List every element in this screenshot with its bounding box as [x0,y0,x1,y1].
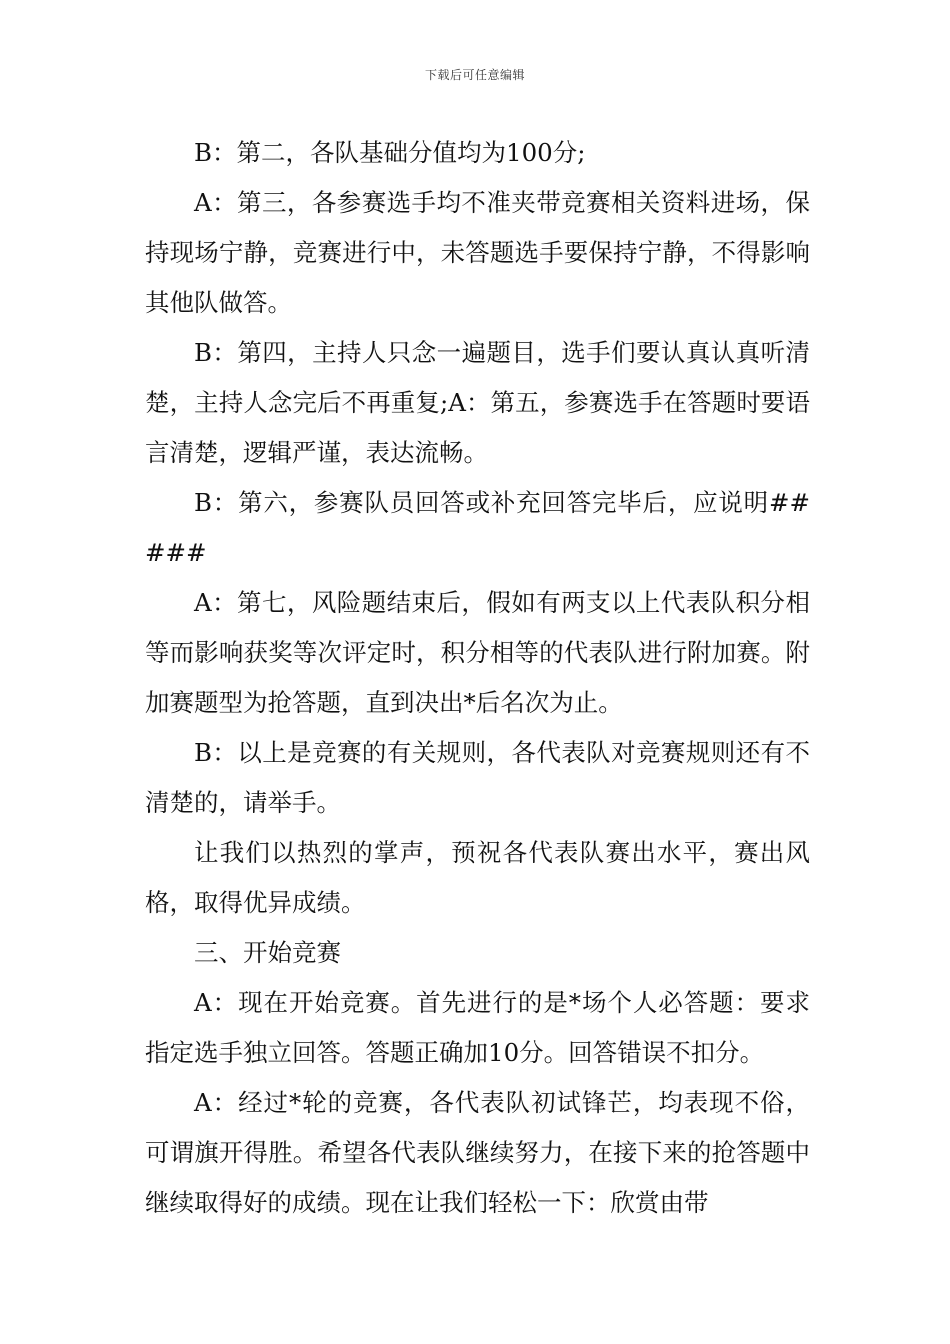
page-header-note: 下载后可任意编辑 [424,68,525,82]
document-body [145,128,810,1228]
paragraph: B：第六，参赛队员回答或补充回答完毕后，应说明##### [145,488,810,567]
paragraph: A：第七，风险题结束后，假如有两支以上代表队积分相等而影响获奖等次评定时，积分相等的代表队进行附加赛。附加赛题型为抢答题，直到决出*后名次为止。 [145,588,810,717]
section-heading: 三、开始竞赛 [194,938,341,967]
paragraph: A：现在开始竞赛。首先进行的是*场个人必答题：要求指定选手独立回答。答题正确加10分。回答错误不扣分。 [145,988,810,1067]
paragraph: A：经过*轮的竞赛，各代表队初试锋芒，均表现不俗，可谓旗开得胜。希望各代表队继续努力，在接下来的抢答题中继续取得好的成绩。现在让我们轻松一下：欣赏由带 [145,1088,810,1217]
paragraph: B：第四，主持人只念一遍题目，选手们要认真认真听清楚，主持人念完后不再重复;A：第五，参赛选手在答题时要语言清楚，逻辑严谨，表达流畅。 [145,338,810,467]
paragraph: A：第三，各参赛选手均不准夹带竞赛相关资料进场，保持现场宁静，竞赛进行中，未答题选手要保持宁静，不得影响其他队做答。 [145,188,810,317]
paragraph: 让我们以热烈的掌声，预祝各代表队赛出水平，赛出风格，取得优异成绩。 [145,838,810,917]
paragraph: B：以上是竞赛的有关规则，各代表队对竞赛规则还有不清楚的，请举手。 [145,738,810,817]
paragraph: B：第二，各队基础分值均为100分; [194,138,586,167]
